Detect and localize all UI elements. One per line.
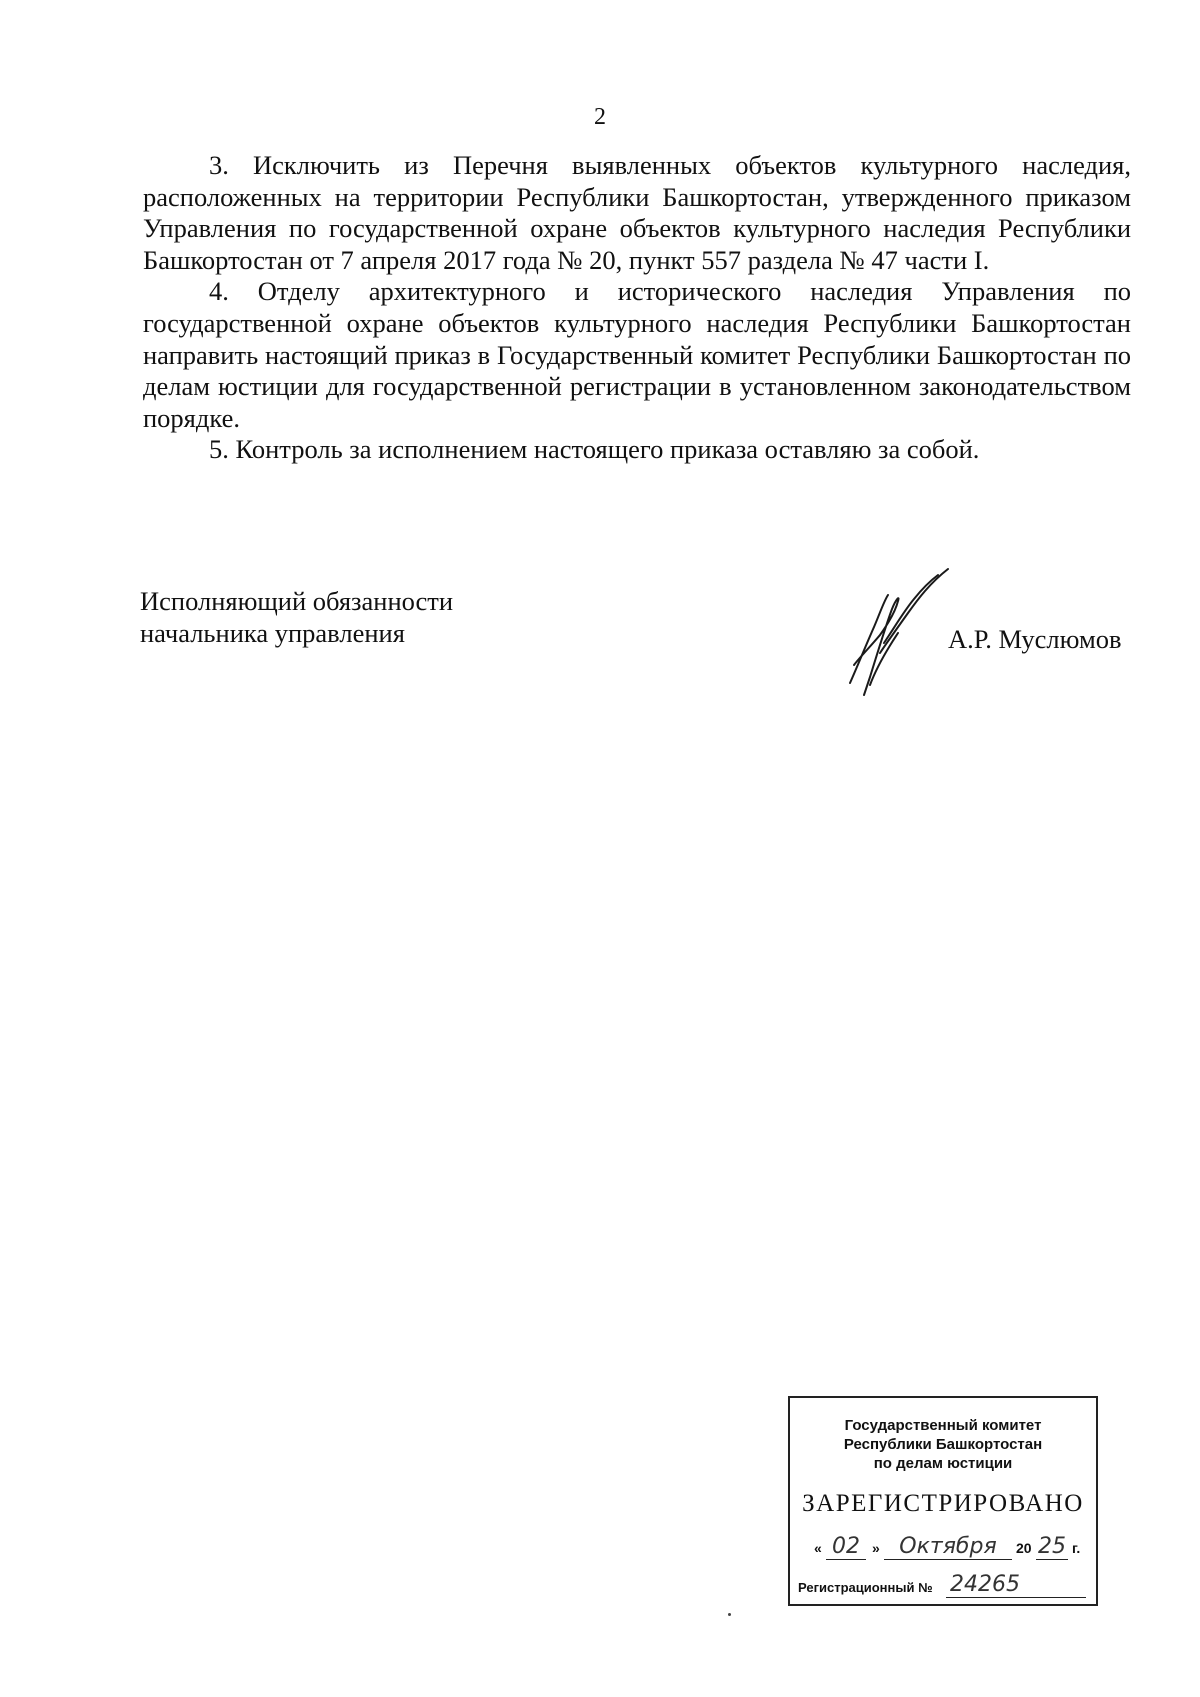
page-number: 2 [594, 104, 606, 130]
stamp-date-open-quote: « [814, 1540, 822, 1556]
stamp-date-day: 02 [826, 1534, 866, 1560]
stamp-date-year-suffix: 25 [1038, 1534, 1066, 1559]
stamp-status: ЗАРЕГИСТРИРОВАНО [802, 1490, 1084, 1517]
paragraph-3: 3. Исключить из Перечня выявленных объектов культурного наследия, расположенных на территории Республики Башкортостан, утвержденного приказом Управления по государственной охране объектов культурного наследия Республики Башкортостан от 7 апреля 2017 года № 20, пункт 557 раздела № 47 части I. [143, 150, 1131, 275]
stamp-reg-number: 24265 [946, 1572, 1086, 1598]
registration-stamp [788, 1396, 1098, 1606]
stamp-organization [790, 1416, 1096, 1473]
scan-speck [728, 1613, 731, 1616]
stamp-date-year-mark: г. [1072, 1540, 1081, 1556]
document-body [143, 150, 1131, 466]
stamp-org-line1: Государственный комитет [844, 1417, 1042, 1434]
stamp-date-close-quote: » [872, 1540, 880, 1556]
stamp-date [814, 1534, 1084, 1566]
signatory-position [140, 585, 453, 649]
signatory-name: А.Р. Муслюмов [948, 624, 1122, 654]
stamp-reg-label: Регистрационный № [798, 1580, 933, 1595]
paragraph-5: 5. Контроль за исполнением настоящего приказа оставляю за собой. [209, 434, 980, 465]
stamp-registration [798, 1572, 1088, 1602]
signatory-position-line2: начальника управления [140, 618, 405, 648]
paragraph-4: 4. Отделу архитектурного и исторического наследия Управления по государственной охране объектов культурного наследия Республики Башкортостан направить настоящий приказ в Государственный комитет Республики Башкортостан по делам юстиции для государственной регистрации в установленном законодательством порядке. [143, 276, 1131, 433]
stamp-org-line3: по делам юстиции [873, 1455, 1013, 1472]
signatory-position-line1: Исполняющий обязанности [140, 586, 454, 616]
stamp-org-line2: Республики Башкортостан [843, 1436, 1043, 1453]
stamp-date-year-prefix: 20 [1016, 1540, 1032, 1556]
stamp-date-month: Октября [884, 1534, 1012, 1560]
